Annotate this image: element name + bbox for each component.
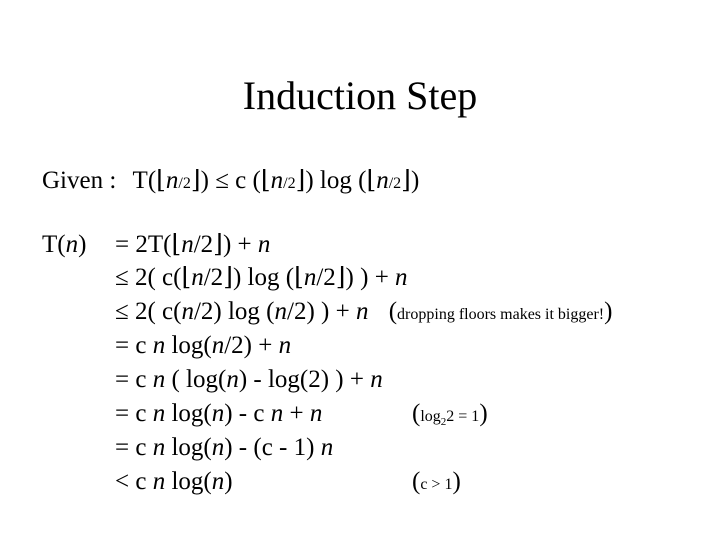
derivation-line-6: = c n log(n) - c n + n [115,400,323,427]
derivation-line-4: = c n log(n/2) + n [115,332,292,359]
floor-left: ⌊ [156,167,166,194]
note-dropping-floors: (dropping floors makes it bigger!) [388,298,613,325]
derivation-line-5: = c n ( log(n) - log(2) ) + n [115,366,383,393]
note-log2: (log22 = 1) [412,400,488,428]
derivation-line-1: = 2T(⌊n/2⌋) + n [115,231,271,258]
derivation-line-7: = c n log(n) - (c - 1) n [115,434,334,461]
derivation-lhs: T(n) [42,231,87,258]
derivation-line-3: ≤ 2( c(n/2) log (n/2) ) + n (dropping floors makes it bigger!) [115,298,613,325]
note-c-gt-1: (c > 1) [412,468,461,495]
given-label: Given : [42,167,117,194]
slide-title: Induction Step [242,73,478,118]
given-line: Given : T(⌊n/2⌋) ≤ c (⌊n/2⌋) log (⌊n/2⌋) [42,167,420,194]
derivation-line-2: ≤ 2( c(⌊n/2⌋) log (⌊n/2⌋) ) + n [115,264,408,291]
floor-right: ⌋ [190,167,201,194]
derivation-line-8: < c n log(n) [115,468,233,495]
